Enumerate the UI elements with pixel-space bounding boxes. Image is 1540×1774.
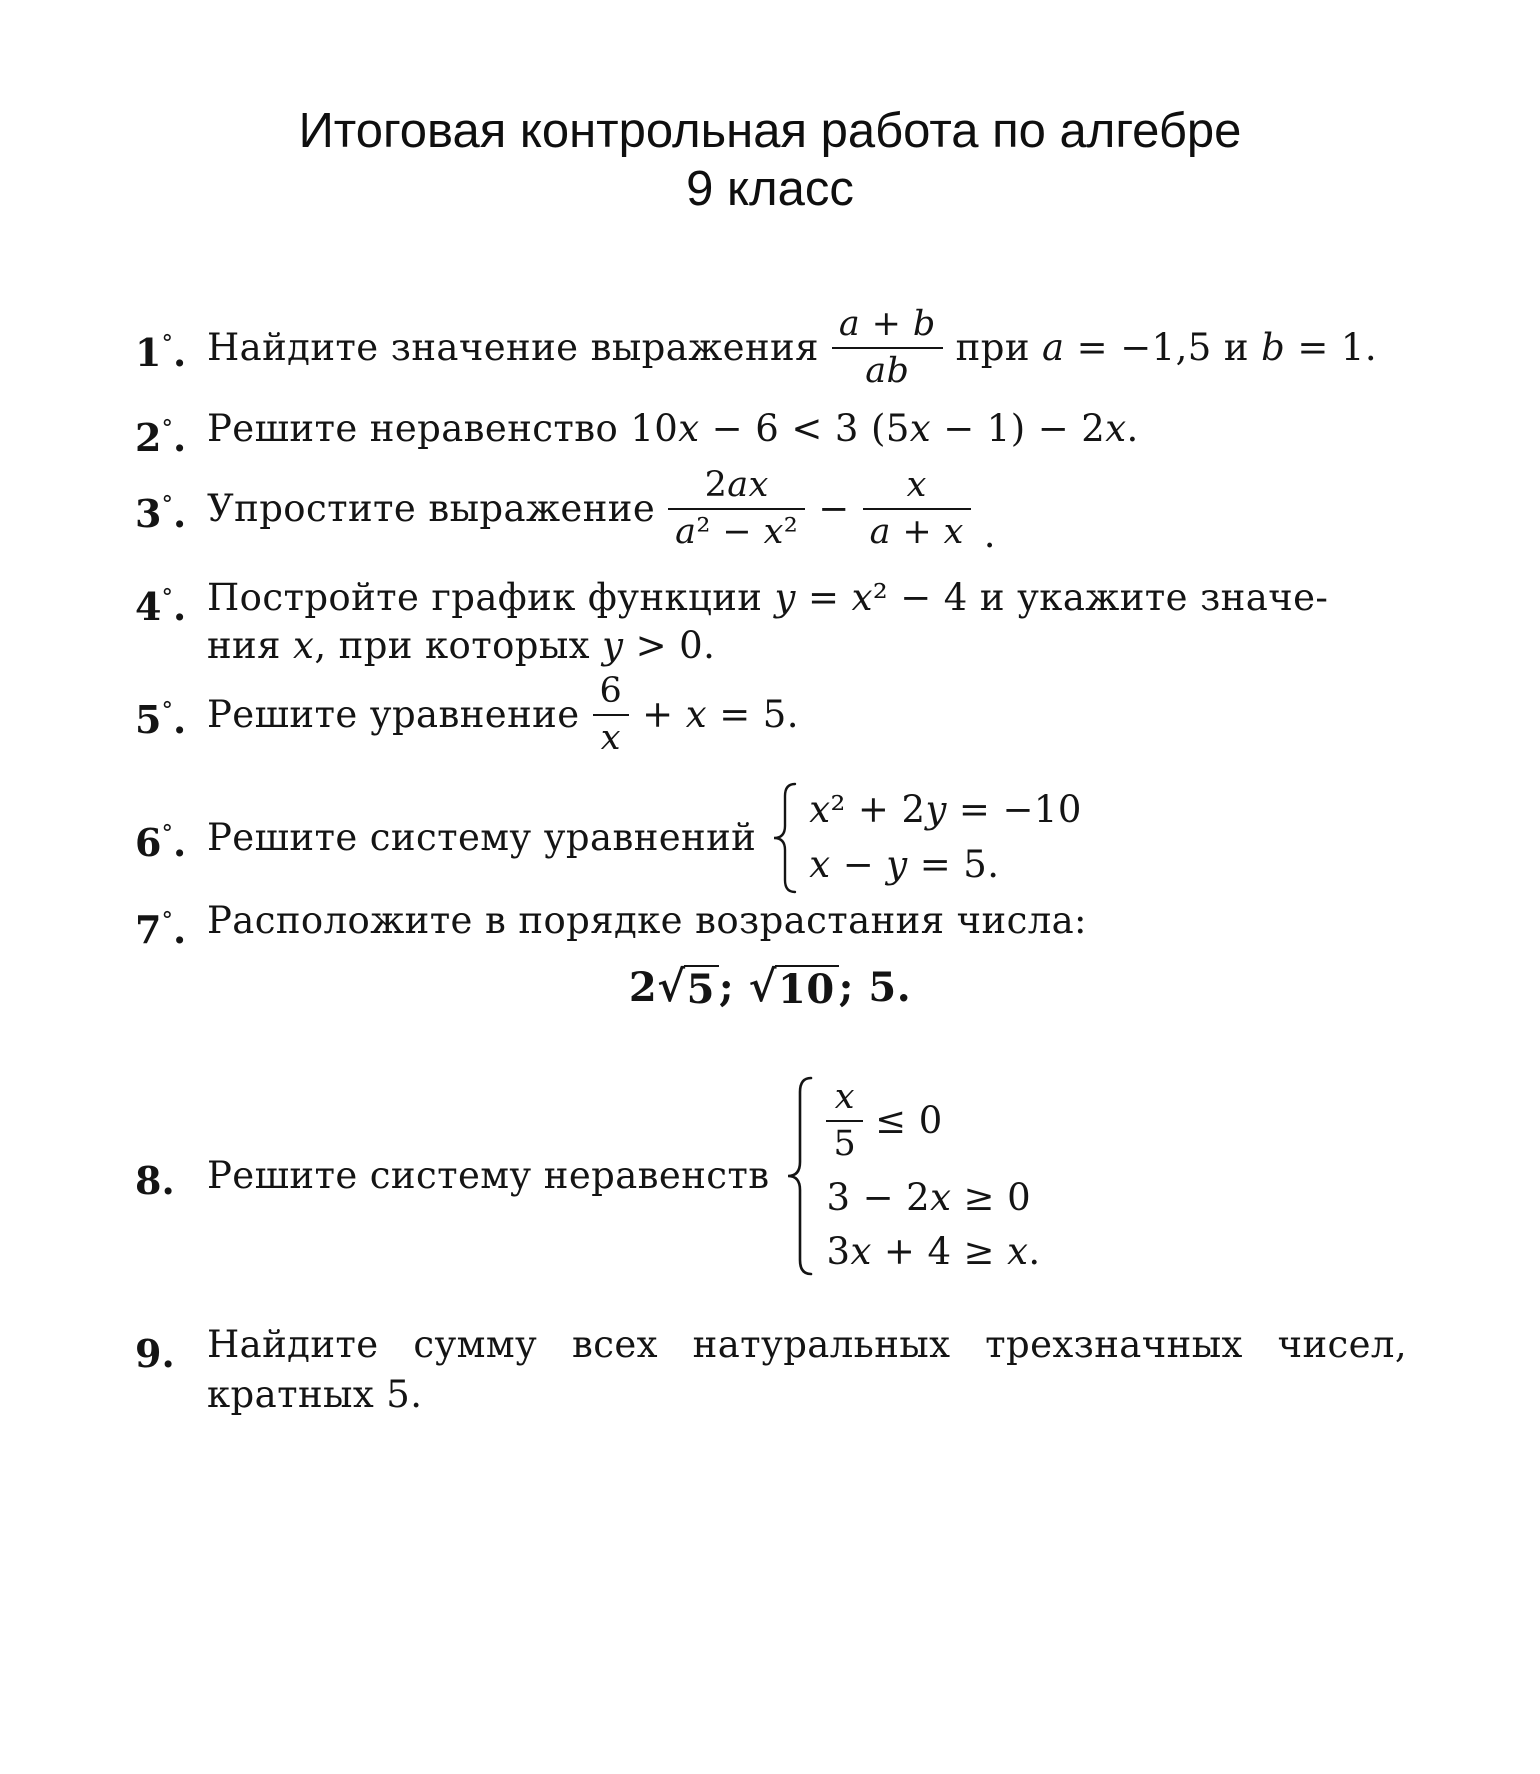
equation: x² + 2y = −10 [809, 788, 1082, 832]
fraction-denominator: x [600, 718, 621, 759]
inequality: 3 − 2x ≥ 0 [826, 1175, 1032, 1219]
problem-5-number [135, 687, 207, 744]
fraction-numerator: x [906, 465, 927, 505]
text-line: Постройте график функции y = x² − 4 и укажите значе- [207, 576, 1329, 619]
degree-mark: ° [161, 491, 173, 518]
fraction [863, 466, 971, 552]
radical [748, 961, 839, 1013]
period: . [983, 513, 996, 557]
problem-8-lead: Решите систему неравенств [207, 1153, 770, 1197]
fraction-denominator: a² − x² [675, 512, 799, 553]
number: 5 [135, 696, 162, 742]
degree-mark: ° [161, 585, 173, 611]
minus-sign: − [818, 487, 850, 531]
problem-8-number [135, 1148, 207, 1205]
problem-5 [135, 672, 1430, 758]
system-brace [769, 782, 799, 894]
system-lines [826, 1078, 1040, 1273]
degree-mark: ° [161, 330, 173, 357]
page-title [0, 102, 1540, 218]
number: 2 [135, 415, 162, 460]
problem-1 [135, 305, 1430, 391]
problem-7-body [207, 897, 1087, 945]
number: 8 [135, 1157, 162, 1203]
math-segment: + x = 5. [642, 693, 799, 737]
text-line: кратных 5. [207, 1373, 423, 1416]
problem-4-body [207, 574, 1328, 670]
fraction-denominator: ab [865, 351, 910, 392]
number-dot: . [172, 696, 187, 742]
fraction [826, 1078, 863, 1164]
equation: x − y = 5. [809, 843, 1000, 886]
problem-4 [135, 574, 1430, 670]
problem-2 [135, 405, 1430, 462]
problem-3-lead: Упростите выражение [207, 487, 656, 531]
fraction-denominator: 5 [833, 1124, 857, 1165]
problem-4-number [135, 574, 207, 631]
system-brace [782, 1076, 816, 1276]
problem-5-body [207, 672, 799, 758]
problem-2-number [135, 405, 207, 462]
radical-sign: √ [748, 961, 777, 1011]
problem-3 [135, 465, 1430, 557]
fraction-numerator: 2ax [704, 465, 769, 505]
number: 9 [135, 1331, 162, 1376]
fraction-numerator: 6 [599, 671, 623, 711]
fraction-numerator: x [834, 1077, 855, 1118]
number: 1 [135, 329, 162, 375]
problem-9-body [207, 1320, 1407, 1420]
problem-6-number [135, 810, 207, 867]
number-dot: . [172, 490, 187, 536]
problem-9-number [135, 1320, 207, 1379]
fraction [832, 305, 943, 391]
number-dot: . [161, 1331, 175, 1376]
fraction [593, 672, 630, 758]
problem-3-body [207, 465, 996, 557]
inequality-system [782, 1076, 1040, 1276]
number-dot: . [172, 329, 187, 375]
fraction [668, 466, 805, 552]
problem-5-lead: Решите уравнение [207, 693, 580, 737]
inequality: 3x + 4 ≥ x. [826, 1230, 1041, 1274]
number-dot: . [172, 415, 187, 460]
degree-mark: ° [161, 820, 173, 847]
number: 3 [135, 490, 162, 536]
problem-9 [135, 1320, 1430, 1420]
title-line-1: Итоговая контрольная работа по алгебре [298, 104, 1242, 158]
problem-7-lead: Расположите в порядке возрастания числа: [207, 899, 1087, 942]
degree-mark: ° [161, 416, 173, 442]
problem-1-lead: Найдите значение выражения [207, 326, 819, 370]
degree-mark: ° [161, 908, 173, 934]
number-dot: . [172, 907, 187, 952]
radicand: 5 [684, 965, 719, 1011]
problem-8 [135, 1076, 1430, 1276]
problem-1-number [135, 320, 207, 377]
problem-7-number [135, 897, 207, 954]
number-dot: . [172, 819, 187, 865]
radical [657, 961, 719, 1013]
problem-3-number [135, 481, 207, 538]
number-dot: . [161, 1157, 175, 1203]
radical-sign: √ [657, 961, 686, 1011]
number-dot: . [172, 584, 187, 629]
text-line: ния x, при которых y > 0. [207, 624, 716, 667]
title-line-2: 9 класс [686, 162, 854, 216]
system-lines [809, 789, 1082, 886]
number: 4 [135, 584, 162, 629]
fraction-numerator: a + b [838, 304, 936, 344]
equation-system [769, 782, 1082, 894]
problem-1-body [207, 305, 1377, 391]
math-segment: при a = −1,5 и b = 1. [955, 326, 1377, 370]
inequality: $\frac{x}{5}$ ≤ 0 [826, 1078, 1040, 1164]
number: 7 [135, 907, 162, 952]
problem-6 [135, 782, 1430, 894]
text-line: Найдите сумму всех натуральных трехзначных чисел, [207, 1323, 1407, 1366]
degree-mark: ° [161, 697, 173, 724]
problem-6-lead: Решите систему уравнений [207, 815, 757, 859]
problem-2-body: Решите неравенство 10x − 6 < 3 (5x − 1) − 2x. [207, 407, 1139, 450]
number: 6 [135, 819, 162, 865]
problem-7 [135, 897, 1430, 954]
problem-7-formula: 2 √ 5 ; √ 10 ; 5. [628, 961, 912, 1013]
problem-6-body [207, 782, 1082, 894]
fraction-denominator: a + x [869, 512, 964, 553]
problem-8-body [207, 1076, 1041, 1276]
radicand: 10 [775, 965, 839, 1011]
